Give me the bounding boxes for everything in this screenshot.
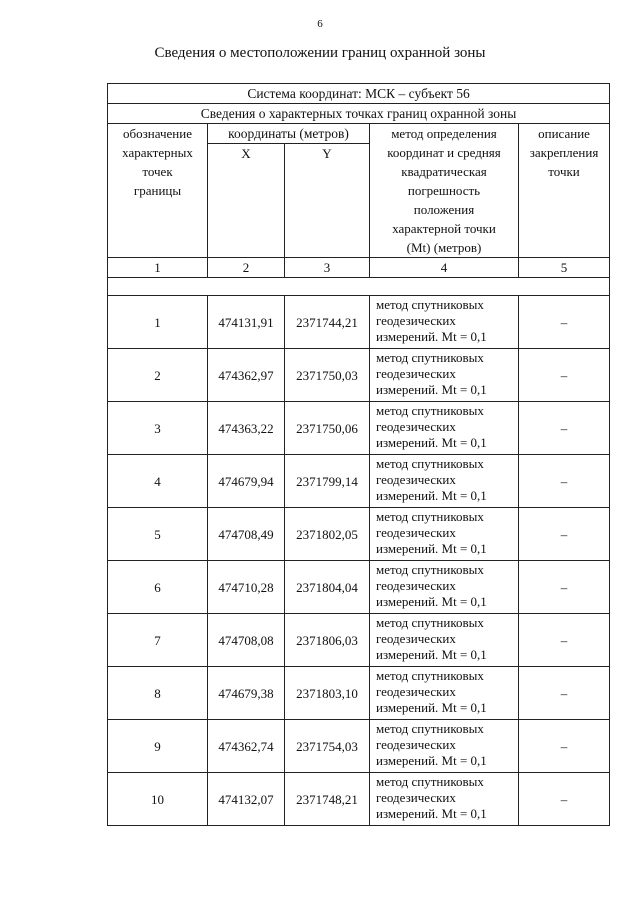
- point-description: –: [519, 720, 610, 773]
- point-number: 7: [108, 614, 208, 667]
- table-row: [108, 508, 610, 561]
- method-cell: [370, 296, 519, 349]
- method-line: геодезических: [376, 790, 456, 805]
- header-line: (Mt) (метров): [406, 240, 482, 255]
- method-cell: [370, 667, 519, 720]
- method-line: метод спутниковых: [376, 297, 484, 312]
- column-number: 1: [108, 258, 208, 278]
- coordinate-system-row: [108, 84, 610, 104]
- header-row: [108, 124, 610, 144]
- table-row: [108, 455, 610, 508]
- point-number: 3: [108, 402, 208, 455]
- method-line: метод спутниковых: [376, 615, 484, 630]
- table-row: [108, 402, 610, 455]
- method-line: измерений. Mt = 0,1: [376, 329, 487, 344]
- blank-cell: [108, 278, 610, 296]
- point-number: 5: [108, 508, 208, 561]
- method-cell: [370, 720, 519, 773]
- table-row: [108, 614, 610, 667]
- point-description: –: [519, 402, 610, 455]
- table-row: [108, 773, 610, 826]
- method-line: геодезических: [376, 525, 456, 540]
- x-coordinate: 474132,07: [208, 773, 285, 826]
- table-row: [108, 667, 610, 720]
- y-coordinate: 2371754,03: [285, 720, 370, 773]
- header-line: описание: [538, 126, 590, 141]
- header-line: положения: [413, 202, 475, 217]
- method-line: измерений. Mt = 0,1: [376, 382, 487, 397]
- column-number: 3: [285, 258, 370, 278]
- page-number: 6: [317, 18, 323, 30]
- point-number: 2: [108, 349, 208, 402]
- y-coordinate: 2371804,04: [285, 561, 370, 614]
- blank-row: [108, 278, 610, 296]
- point-description: –: [519, 667, 610, 720]
- point-description: –: [519, 614, 610, 667]
- boundary-points-table: [107, 83, 610, 826]
- point-description: –: [519, 561, 610, 614]
- method-line: измерений. Mt = 0,1: [376, 541, 487, 556]
- column-number: 4: [370, 258, 519, 278]
- method-cell: [370, 455, 519, 508]
- header-line: квадратическая: [401, 164, 487, 179]
- method-line: метод спутниковых: [376, 721, 484, 736]
- header-line: границы: [133, 183, 182, 198]
- x-coordinate: 474362,97: [208, 349, 285, 402]
- method-line: измерений. Mt = 0,1: [376, 488, 487, 503]
- coordinate-system: Система координат: МСК – субъект 56: [108, 84, 610, 104]
- method-line: геодезических: [376, 737, 456, 752]
- method-line: геодезических: [376, 366, 456, 381]
- header-line: координат и средняя: [387, 145, 501, 160]
- method-line: геодезических: [376, 472, 456, 487]
- x-coordinate: 474679,38: [208, 667, 285, 720]
- section-row: [108, 104, 610, 124]
- method-line: геодезических: [376, 578, 456, 593]
- x-coordinate: 474710,28: [208, 561, 285, 614]
- header-line: закрепления: [529, 145, 599, 160]
- designation-header: [108, 124, 208, 258]
- header-line: характерной точки: [392, 221, 496, 236]
- table-row: [108, 720, 610, 773]
- method-line: метод спутниковых: [376, 509, 484, 524]
- method-cell: [370, 508, 519, 561]
- x-coordinate: 474679,94: [208, 455, 285, 508]
- column-number-row: [108, 258, 610, 278]
- header-line: точки: [548, 164, 580, 179]
- method-line: геодезических: [376, 419, 456, 434]
- x-coordinate: 474362,74: [208, 720, 285, 773]
- method-line: измерений. Mt = 0,1: [376, 647, 487, 662]
- coordinates-header: координаты (метров): [208, 124, 370, 144]
- point-description: –: [519, 455, 610, 508]
- point-number: 4: [108, 455, 208, 508]
- x-coordinate: 474363,22: [208, 402, 285, 455]
- method-line: измерений. Mt = 0,1: [376, 753, 487, 768]
- document-title: Сведения о местоположении границ охранной зоны: [154, 45, 486, 61]
- point-number: 10: [108, 773, 208, 826]
- point-description: –: [519, 296, 610, 349]
- header-line: характерных: [122, 145, 193, 160]
- x-coordinate: 474708,08: [208, 614, 285, 667]
- method-line: геодезических: [376, 631, 456, 646]
- method-header: [370, 124, 519, 258]
- method-line: измерений. Mt = 0,1: [376, 806, 487, 821]
- method-line: геодезических: [376, 313, 456, 328]
- point-number: 8: [108, 667, 208, 720]
- method-line: метод спутниковых: [376, 668, 484, 683]
- y-coordinate: 2371802,05: [285, 508, 370, 561]
- point-description: –: [519, 349, 610, 402]
- method-line: метод спутниковых: [376, 403, 484, 418]
- y-coordinate: 2371744,21: [285, 296, 370, 349]
- x-coordinate: 474708,49: [208, 508, 285, 561]
- y-coordinate: 2371750,06: [285, 402, 370, 455]
- table-row: [108, 561, 610, 614]
- point-description: –: [519, 508, 610, 561]
- y-header: Y: [285, 144, 370, 258]
- point-number: 1: [108, 296, 208, 349]
- method-cell: [370, 773, 519, 826]
- method-line: измерений. Mt = 0,1: [376, 700, 487, 715]
- x-coordinate: 474131,91: [208, 296, 285, 349]
- header-line: точек: [142, 164, 173, 179]
- method-line: геодезических: [376, 684, 456, 699]
- y-coordinate: 2371799,14: [285, 455, 370, 508]
- method-line: метод спутниковых: [376, 562, 484, 577]
- point-number: 6: [108, 561, 208, 614]
- point-description: –: [519, 773, 610, 826]
- y-coordinate: 2371803,10: [285, 667, 370, 720]
- header-line: погрешность: [407, 183, 481, 198]
- table-row: [108, 349, 610, 402]
- y-coordinate: 2371806,03: [285, 614, 370, 667]
- method-line: метод спутниковых: [376, 774, 484, 789]
- method-cell: [370, 561, 519, 614]
- section-title: Сведения о характерных точках границ охранной зоны: [108, 104, 610, 124]
- header-line: метод определения: [391, 126, 497, 141]
- header-line: обозначение: [123, 126, 192, 141]
- method-cell: [370, 349, 519, 402]
- method-cell: [370, 614, 519, 667]
- method-line: метод спутниковых: [376, 456, 484, 471]
- description-header: [519, 124, 610, 258]
- method-line: измерений. Mt = 0,1: [376, 435, 487, 450]
- point-number: 9: [108, 720, 208, 773]
- table-row: [108, 296, 610, 349]
- method-cell: [370, 402, 519, 455]
- y-coordinate: 2371750,03: [285, 349, 370, 402]
- column-number: 2: [208, 258, 285, 278]
- y-coordinate: 2371748,21: [285, 773, 370, 826]
- x-header: X: [208, 144, 285, 258]
- method-line: метод спутниковых: [376, 350, 484, 365]
- method-line: измерений. Mt = 0,1: [376, 594, 487, 609]
- column-number: 5: [519, 258, 610, 278]
